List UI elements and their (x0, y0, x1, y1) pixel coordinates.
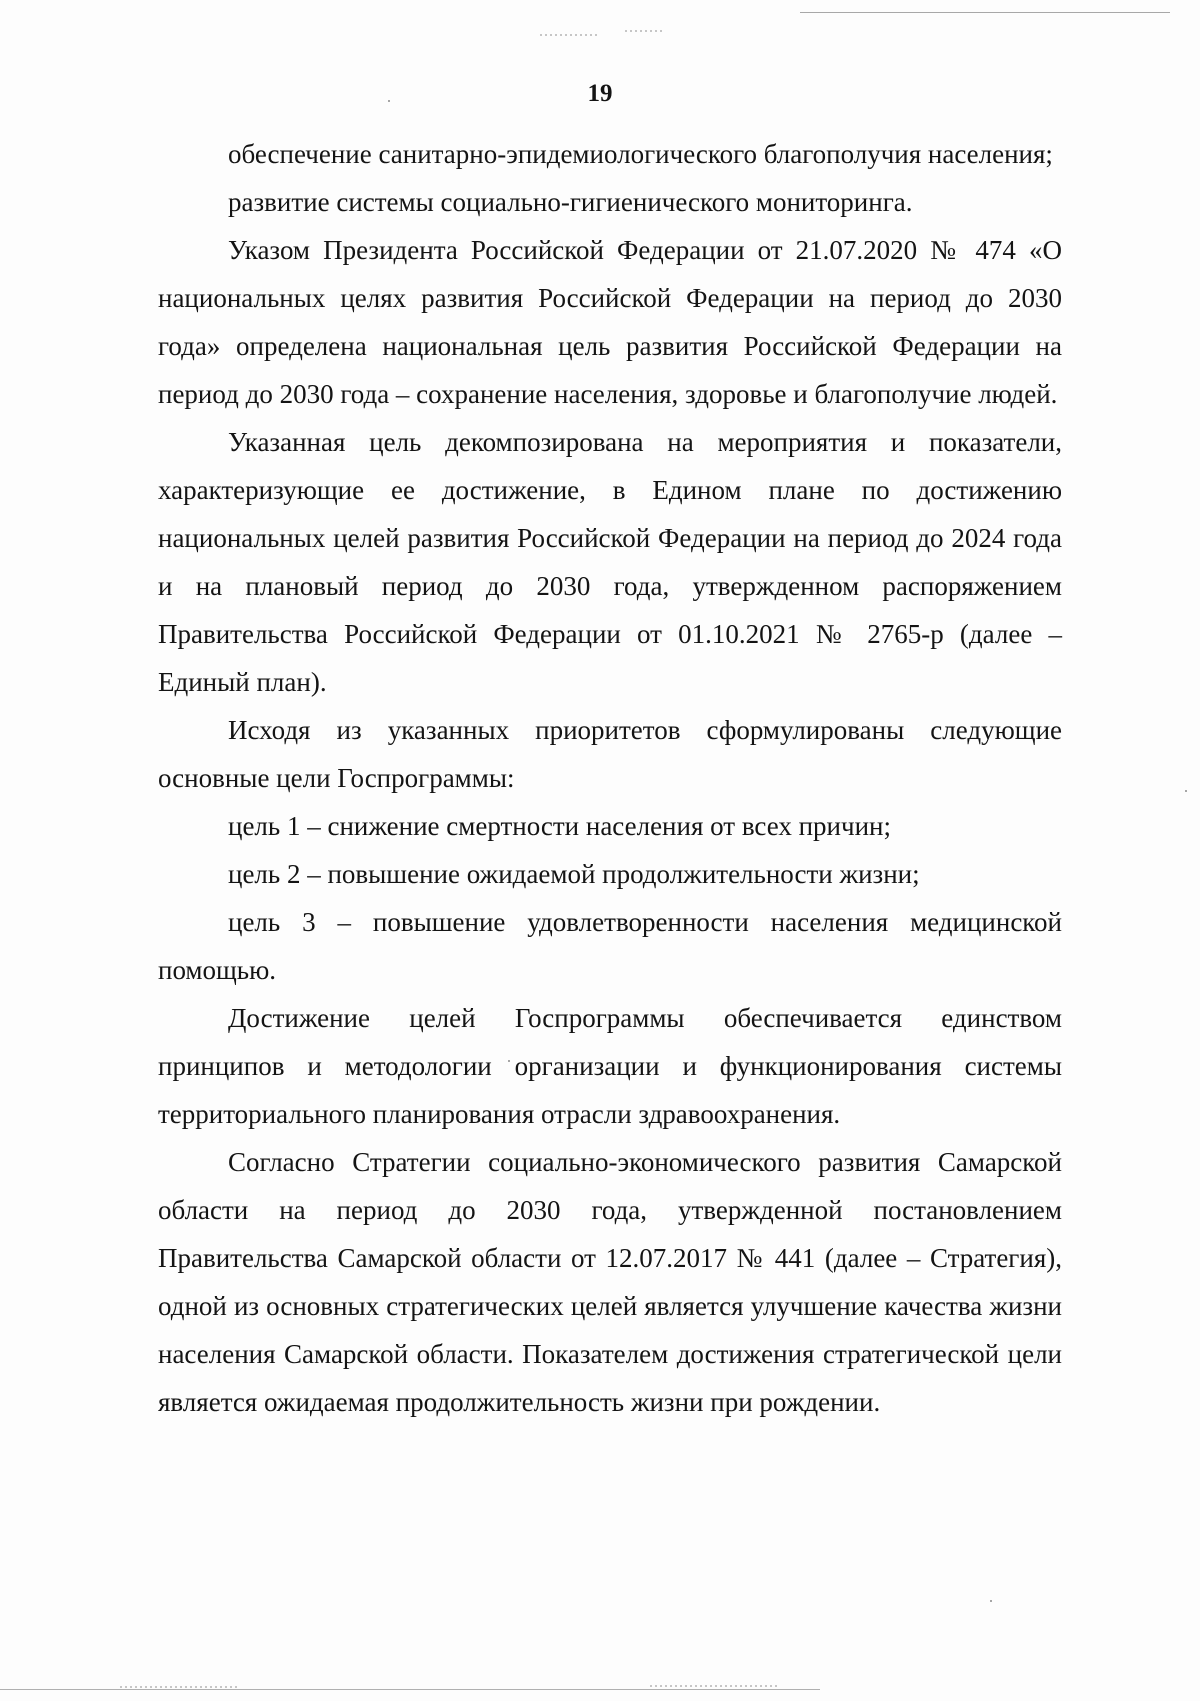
scan-artifact-dot (1185, 790, 1187, 792)
scan-artifact-bottom-left (120, 1686, 240, 1688)
paragraph: цель 2 – повышение ожидаемой продолжительности жизни; (228, 859, 920, 889)
paragraph: обеспечение санитарно-эпидемиологического благополучия населения; (228, 139, 1053, 169)
paragraph: развитие системы социально-гигиенического мониторинга. (228, 187, 913, 217)
paragraph: Достижение целей Госпрограммы обеспечивается единством принципов и методологии организации и функционирования системы территориального планирования отрасли здравоохранения. (158, 1003, 1062, 1129)
scan-artifact-top-right (800, 12, 1170, 13)
paragraph: цель 1 – снижение смертности населения от всех причин; (228, 811, 891, 841)
page-number: 19 (587, 80, 613, 107)
paragraph: Согласно Стратегии социально-экономического развития Самарской области на период до 2030 года, утвержденной постановлением Правительства Самарской области от 12.07.2017 № 441 (далее – Стратегия), одной из основных стратегических целей является улучшение качества жизни населения Самарской области. Показателем достижения стратегической цели является ожидаемая продолжительность жизни при рождении. (158, 1147, 1062, 1417)
paragraph: цель 3 – повышение удовлетворенности населения медицинской помощью. (158, 907, 1062, 985)
scan-artifact-dot (990, 1600, 992, 1602)
paragraph: Исходя из указанных приоритетов сформулированы следующие основные цели Госпрограммы: (158, 715, 1062, 793)
scan-artifact-top-center (540, 34, 600, 36)
paragraph: Указом Президента Российской Федерации от 21.07.2020 № 474 «О национальных целях развития Российской Федерации на период до 2030 года» определена национальная цель развития Российской Федерации на период до 2030 года – сохранение населения, здоровье и благополучие людей. (158, 235, 1062, 409)
scan-artifact-bottom-right (650, 1685, 780, 1687)
scan-artifact-top-center-2 (625, 30, 665, 32)
body-text (158, 130, 1062, 1426)
scan-artifact-bottom-line (0, 1689, 820, 1690)
paragraph: Указанная цель декомпозирована на мероприятия и показатели, характеризующие ее достижение, в Едином плане по достижению национальных целей развития Российской Федерации на период до 2024 года и на плановый период до 2030 года, утвержденном распоряжением Правительства Российской Федерации от 01.10.2021 № 2765-р (далее – Единый план). (158, 427, 1062, 697)
